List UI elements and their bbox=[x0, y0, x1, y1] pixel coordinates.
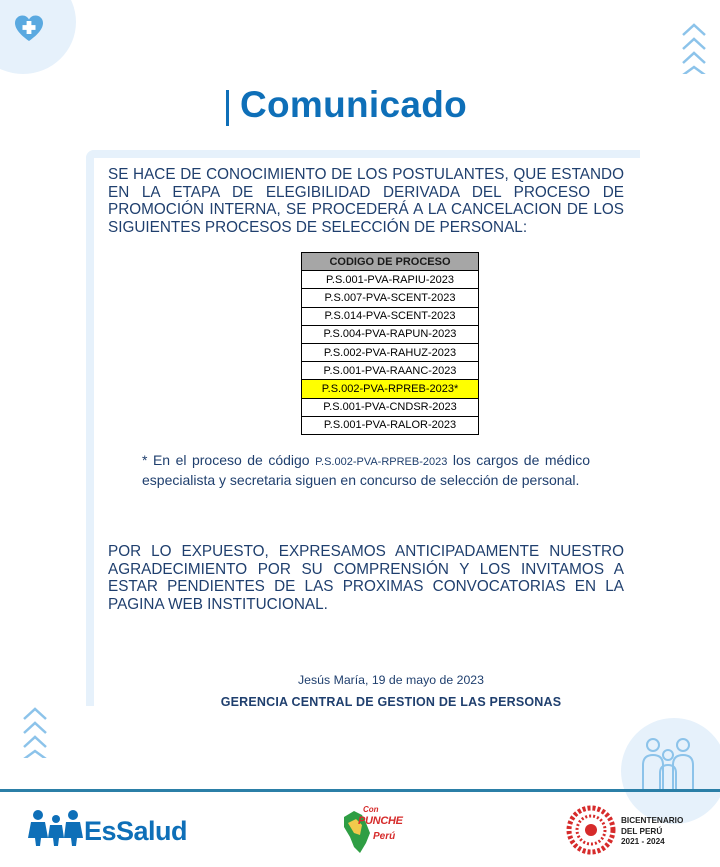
table-row bbox=[302, 271, 479, 289]
peru-map-icon bbox=[340, 803, 426, 857]
process-code-table bbox=[301, 252, 479, 435]
title-accent-bar bbox=[226, 90, 229, 126]
heart-plus-icon bbox=[14, 14, 44, 44]
peru-logo-line2: PUNCHE bbox=[358, 815, 403, 827]
table-row bbox=[302, 380, 479, 398]
bicentenario-seal-icon bbox=[566, 805, 616, 855]
footnote-code: P.S.002-PVA-RPREB-2023 bbox=[315, 456, 448, 468]
chevron-up-icon bbox=[22, 706, 48, 758]
table-cell: P.S.004-PVA-RAPUN-2023 bbox=[302, 325, 479, 343]
table-header-row bbox=[302, 253, 479, 271]
table-cell: P.S.001-PVA-CNDSR-2023 bbox=[302, 398, 479, 416]
bicentenario-line1: BICENTENARIO bbox=[621, 816, 684, 825]
peru-logo-line1: Con bbox=[363, 805, 379, 814]
department-name: GERENCIA CENTRAL DE GESTION DE LAS PERSONAS bbox=[220, 695, 562, 709]
table-row bbox=[302, 307, 479, 325]
table-cell: P.S.001-PVA-RALOR-2023 bbox=[302, 416, 479, 434]
date-line: Jesús María, 19 de mayo de 2023 bbox=[298, 673, 484, 687]
table-row bbox=[302, 343, 479, 361]
essalud-logo-text: EsSalud bbox=[84, 816, 188, 846]
peru-logo-line3: Perú bbox=[373, 831, 396, 842]
closing-paragraph: POR LO EXPUESTO, EXPRESAMOS ANTICIPADAMENTE NUESTRO AGRADECIMIENTO POR SU COMPRENSIÓN Y LOS INVITAMOS A ESTAR PENDIENTES DE LAS PROXIMAS CONVOCATORIAS EN LA PAGINA WEB INSTITUCIONAL. bbox=[108, 543, 624, 613]
essalud-family-icon bbox=[28, 808, 84, 846]
page-title: Comunicado bbox=[240, 84, 468, 125]
table-row bbox=[302, 398, 479, 416]
table-row bbox=[302, 325, 479, 343]
bicentenario-text bbox=[621, 816, 683, 848]
bicentenario-line3: 2021 - 2024 bbox=[621, 837, 665, 846]
table-row bbox=[302, 289, 479, 307]
table-row bbox=[302, 362, 479, 380]
people-icon bbox=[637, 735, 699, 789]
table-row bbox=[302, 416, 479, 434]
intro-paragraph: SE HACE DE CONOCIMIENTO DE LOS POSTULANTES, QUE ESTANDO EN LA ETAPA DE ELEGIBILIDAD DERIVADA DEL PROCESO DE PROMOCIÓN INTERNA, SE PROCEDERÁ A LA CANCELACION DE LOS SIGUIENTES PROCESOS DE SELECCIÓN DE PERSONAL: bbox=[108, 166, 624, 236]
chevron-up-icon bbox=[681, 22, 707, 74]
table-cell-highlighted: P.S.002-PVA-RPREB-2023* bbox=[302, 380, 479, 398]
bicentenario-line2: DEL PERÚ bbox=[621, 826, 663, 836]
footnote-prefix: * En el proceso de código bbox=[142, 452, 316, 468]
footer-divider bbox=[0, 789, 720, 792]
table-cell: P.S.014-PVA-SCENT-2023 bbox=[302, 307, 479, 325]
footnote bbox=[142, 452, 590, 489]
table-cell: P.S.001-PVA-RAPIU-2023 bbox=[302, 271, 479, 289]
footnote-suffix: los cargos de médico especialista y secretaria siguen en concurso de selección de personal. bbox=[142, 452, 590, 488]
table-cell: P.S.002-PVA-RAHUZ-2023 bbox=[302, 343, 479, 361]
table-cell: P.S.007-PVA-SCENT-2023 bbox=[302, 289, 479, 307]
table-cell: P.S.001-PVA-RAANC-2023 bbox=[302, 362, 479, 380]
table-header: CODIGO DE PROCESO bbox=[302, 253, 479, 271]
